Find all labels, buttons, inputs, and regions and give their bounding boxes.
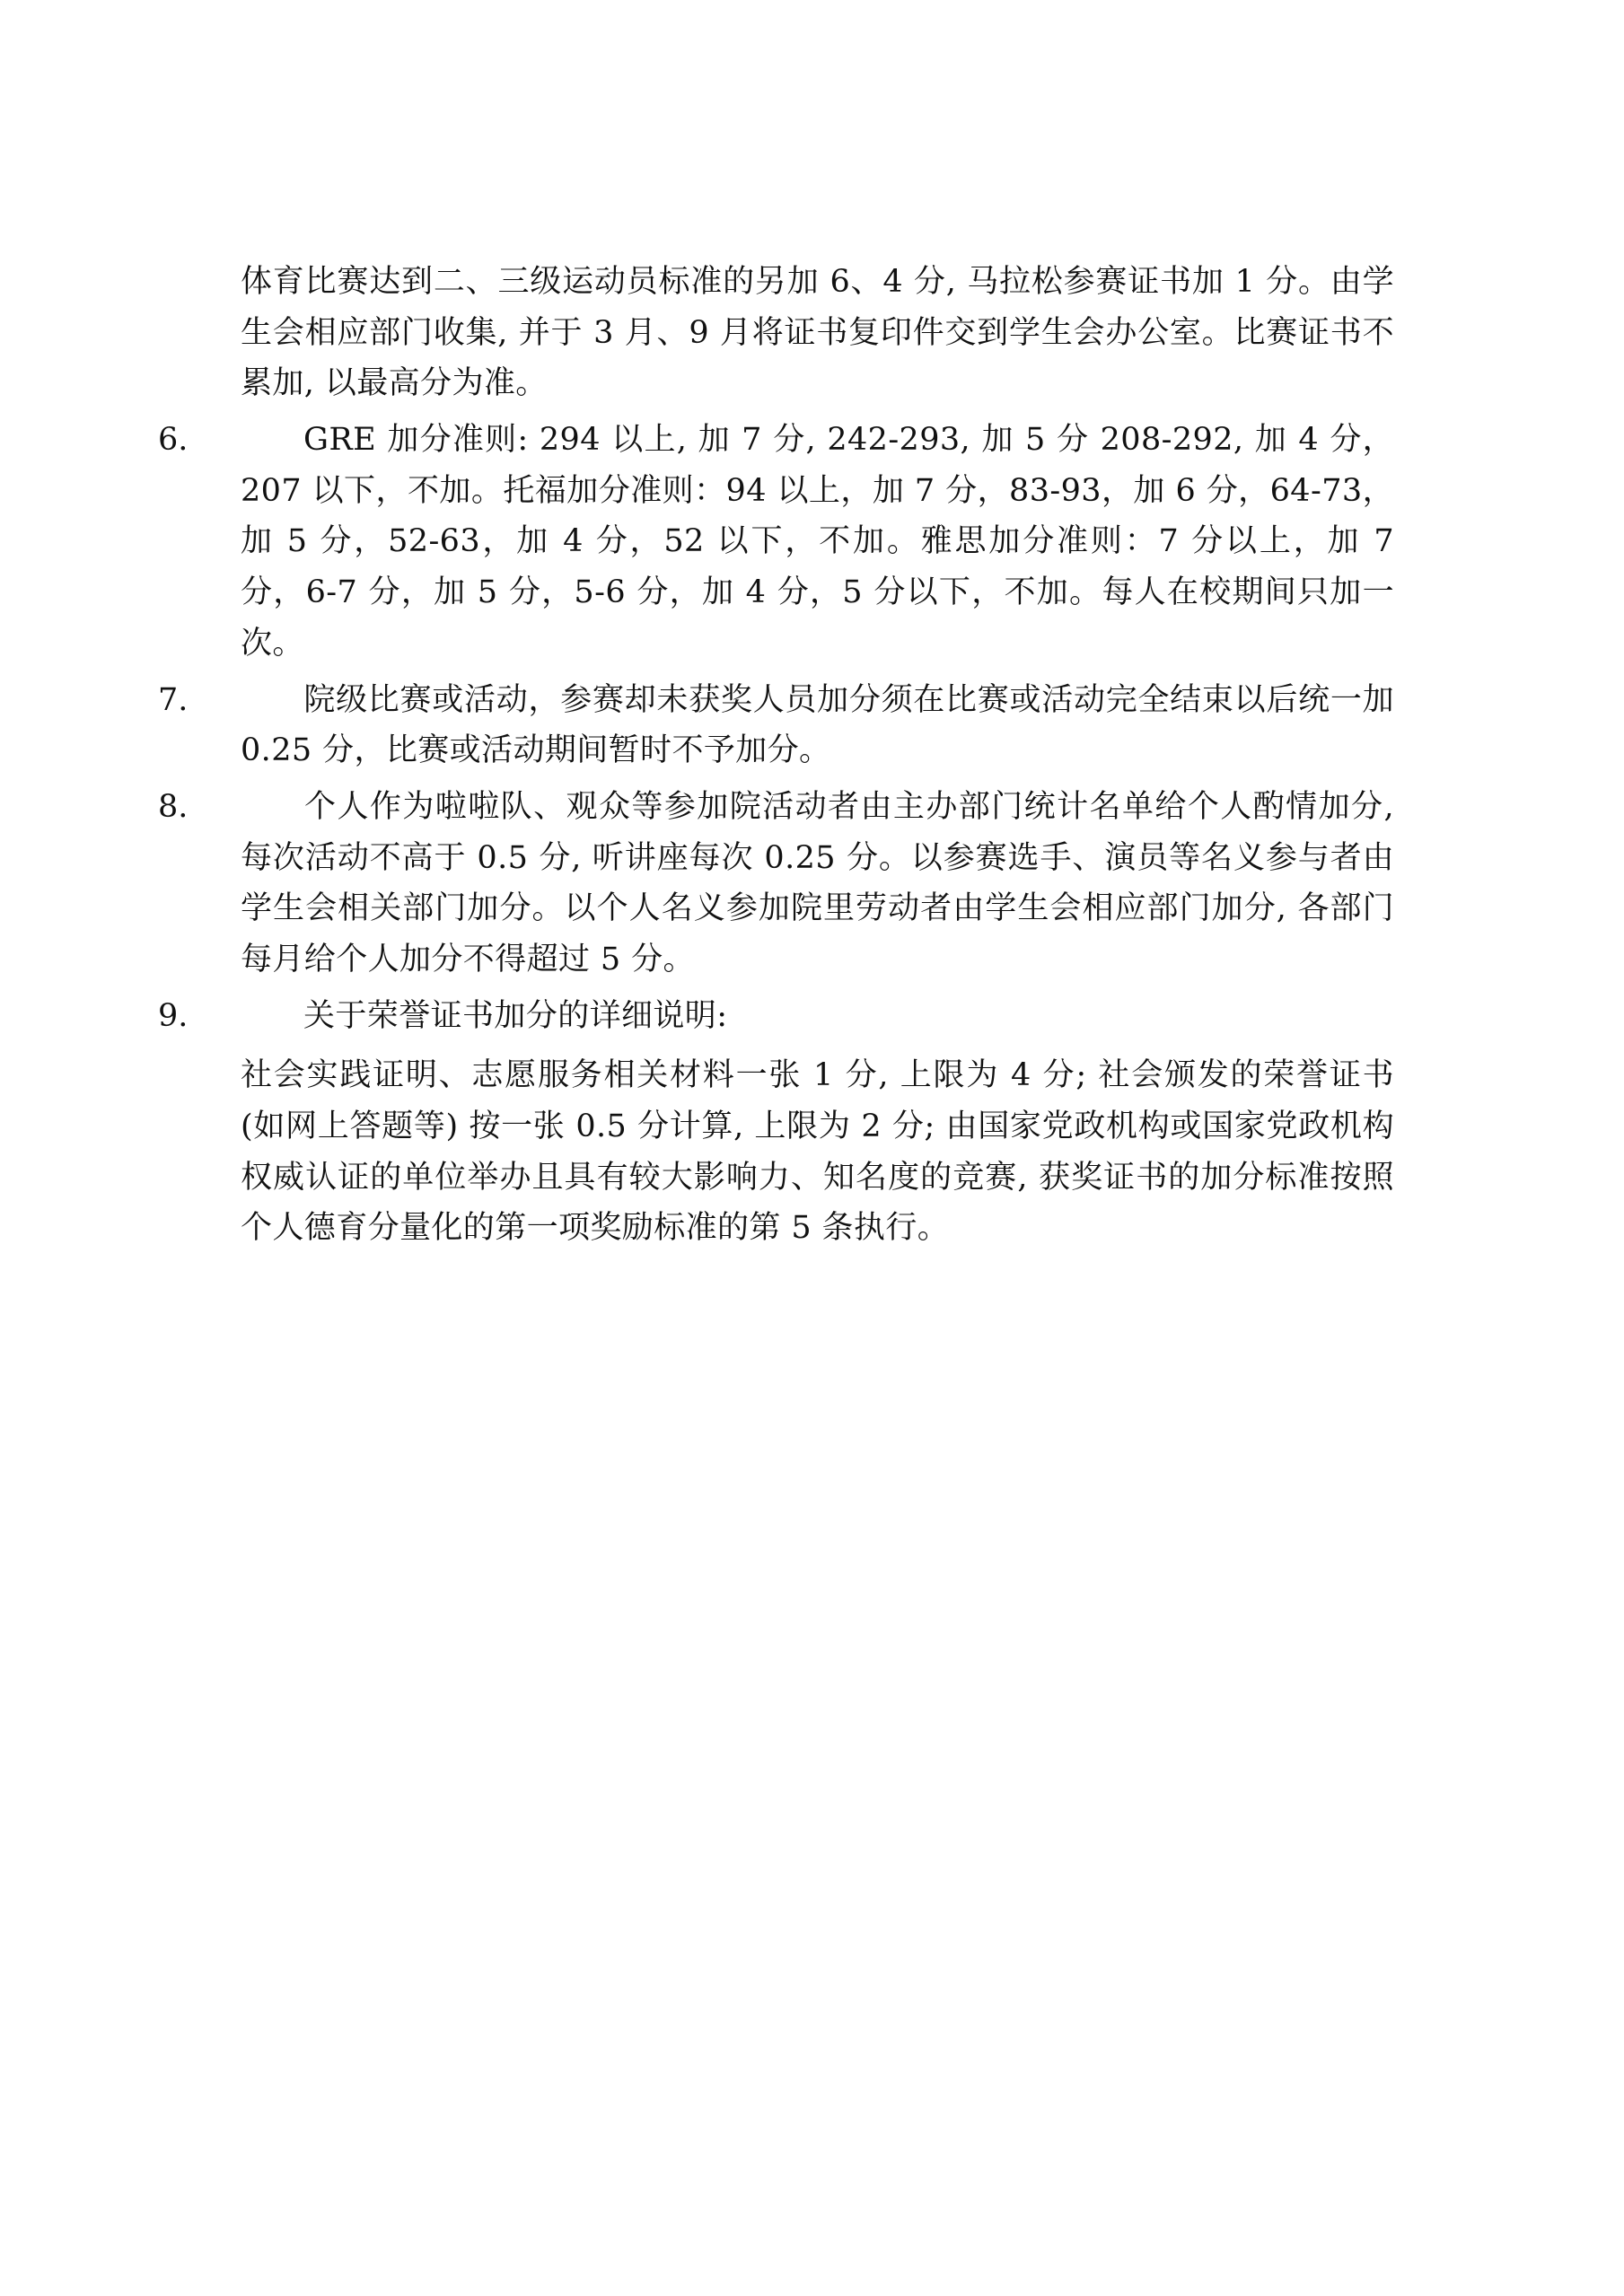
list-item-7 (158, 675, 1394, 776)
list-item-7-number: 7. (158, 681, 189, 718)
paragraph-sports-continuation: 体育比赛达到二、三级运动员标准的另加 6、4 分, 马拉松参赛证书加 1 分。由学生会相应部门收集, 并于 3 月、9 月将证书复印件交到学生会办公室。比赛证书不累加, 以最高分为准。 (241, 264, 1394, 402)
list-item-9-number: 9. (158, 997, 189, 1034)
list-item-8 (158, 782, 1394, 986)
list-item-9 (158, 991, 1394, 1254)
list-item-8-number: 8. (158, 788, 189, 825)
list-item-6-body (241, 415, 1394, 669)
page-content (158, 257, 1394, 1259)
list-item-7-text: 院级比赛或活动，参赛却未获奖人员加分须在比赛或活动完全结束以后统一加 0.25 分，比赛或活动期间暂时不予加分。 (241, 681, 1394, 769)
spacer (241, 1041, 1394, 1050)
list-item-6-text: GRE 加分准则: 294 以上, 加 7 分, 242-293, 加 5 分 208-292, 加 4 分，207 以下，不加。托福加分准则：94 以上，加 7 分，83-93，加 6 分，64-73，加 5 分，52-63，加 4 分，52 以下，不加。雅思加分准则：7 分以上，加 7 分，6-7 分，加 5 分，5-6 分，加 4 分，5 分以下，不加。每人在校期间只加一次。 (241, 422, 1394, 662)
list-item-8-body (241, 782, 1394, 986)
list-item-9-subparagraph-text: 社会实践证明、志愿服务相关材料一张 1 分, 上限为 4 分; 社会颁发的荣誉证书 (如网上答题等) 按一张 0.5 分计算, 上限为 2 分; 由国家党政机构或国家党政机构权威认证的单位举办且具有较大影响力、知名度的竞赛, 获奖证书的加分标准按照个人德育分量化的第一项奖励标准的第 5 条执行。 (241, 1057, 1394, 1247)
list-item-7-body (241, 675, 1394, 776)
list-item-9-text: 关于荣誉证书加分的详细说明: (303, 997, 728, 1034)
list-item-9-body (241, 991, 1394, 1042)
list-item-6-number: 6. (158, 422, 189, 459)
list-item-8-text: 个人作为啦啦队、观众等参加院活动者由主办部门统计名单给个人酌情加分, 每次活动不高于 0.5 分, 听讲座每次 0.25 分。以参赛选手、演员等名义参与者由学生会相关部门加分。以个人名义参加院里劳动者由学生会相应部门加分, 各部门每月给个人加分不得超过 5 分。 (241, 788, 1394, 977)
list-item-9-subparagraph (241, 1050, 1394, 1254)
list-item-6 (158, 415, 1394, 669)
